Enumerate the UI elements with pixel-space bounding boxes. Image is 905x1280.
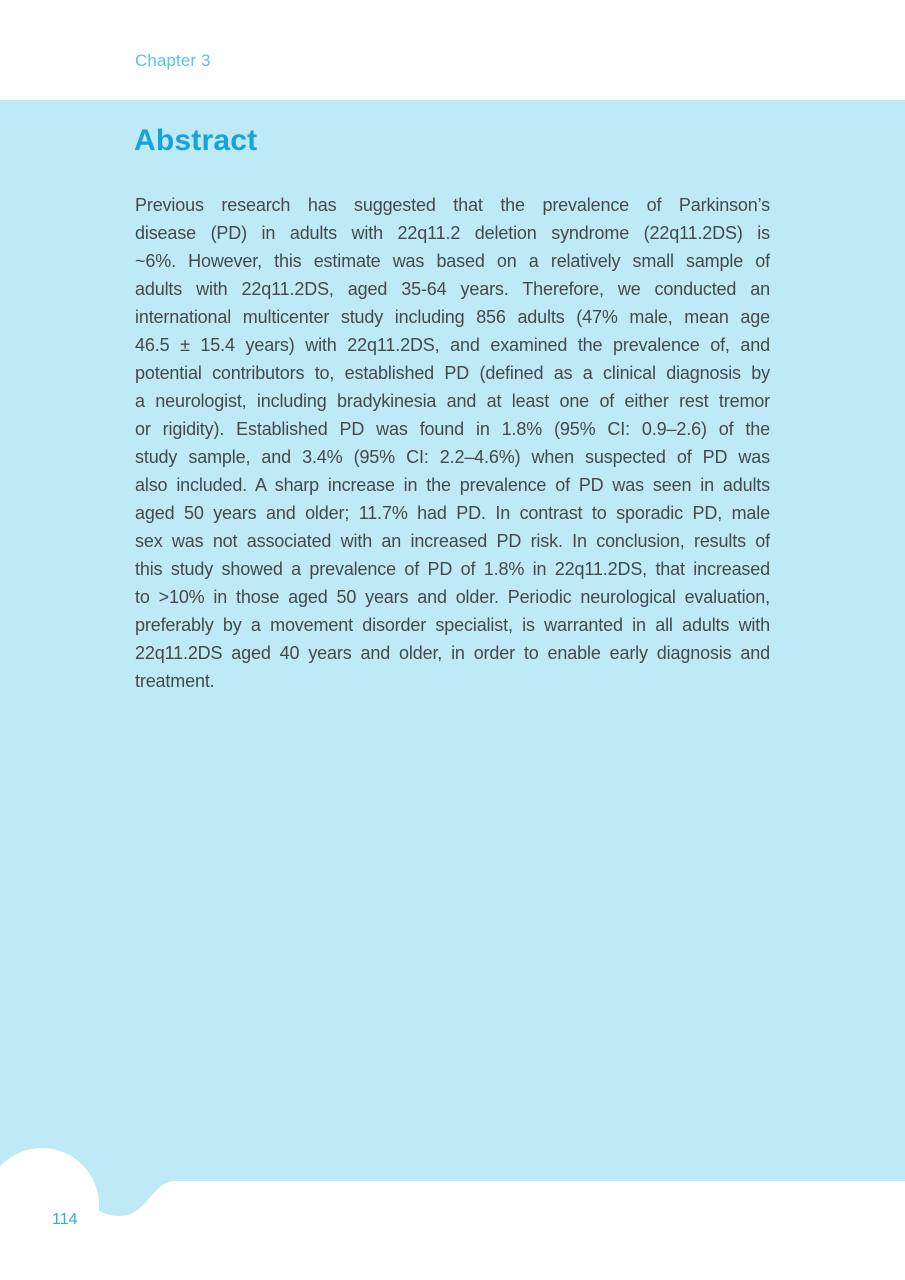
abstract-line: 22q11.2DS aged 40 years and older, in order to enable early diagnosis and bbox=[135, 643, 770, 663]
abstract-line: a neurologist, including bradykinesia and at least one of either rest tremor bbox=[135, 391, 770, 411]
page-number: 114 bbox=[52, 1211, 78, 1228]
abstract-line: potential contributors to, established PD (defined as a clinical diagnosis by bbox=[135, 363, 770, 383]
abstract-line: treatment. bbox=[135, 671, 215, 691]
abstract-line: adults with 22q11.2DS, aged 35-64 years. Therefore, we conducted an bbox=[135, 279, 770, 299]
abstract-line: 46.5 ± 15.4 years) with 22q11.2DS, and examined the prevalence of, and bbox=[135, 335, 770, 355]
chapter-label: Chapter 3 bbox=[135, 51, 211, 70]
abstract-line: to >10% in those aged 50 years and older. Periodic neurological evaluation, bbox=[135, 587, 770, 607]
wave-blob-decoration bbox=[0, 1130, 250, 1280]
abstract-line: or rigidity). Established PD was found in 1.8% (95% CI: 0.9–2.6) of the bbox=[135, 419, 770, 439]
abstract-line: also included. A sharp increase in the prevalence of PD was seen in adults bbox=[135, 475, 770, 495]
abstract-line: international multicenter study including 856 adults (47% male, mean age bbox=[135, 307, 770, 327]
abstract-line: this study showed a prevalence of PD of 1.8% in 22q11.2DS, that increased bbox=[135, 559, 770, 579]
abstract-line: disease (PD) in adults with 22q11.2 deletion syndrome (22q11.2DS) is bbox=[135, 223, 770, 243]
abstract-line: Previous research has suggested that the prevalence of Parkinson’s bbox=[135, 195, 770, 215]
abstract-paragraph bbox=[135, 191, 770, 695]
abstract-line: preferably by a movement disorder specialist, is warranted in all adults with bbox=[135, 615, 770, 635]
abstract-heading: Abstract bbox=[134, 124, 258, 157]
abstract-line: ~6%. However, this estimate was based on a relatively small sample of bbox=[135, 251, 770, 271]
abstract-line: aged 50 years and older; 11.7% had PD. In contrast to sporadic PD, male bbox=[135, 503, 770, 523]
abstract-line: sex was not associated with an increased PD risk. In conclusion, results of bbox=[135, 531, 770, 551]
abstract-line: study sample, and 3.4% (95% CI: 2.2–4.6%) when suspected of PD was bbox=[135, 447, 770, 467]
